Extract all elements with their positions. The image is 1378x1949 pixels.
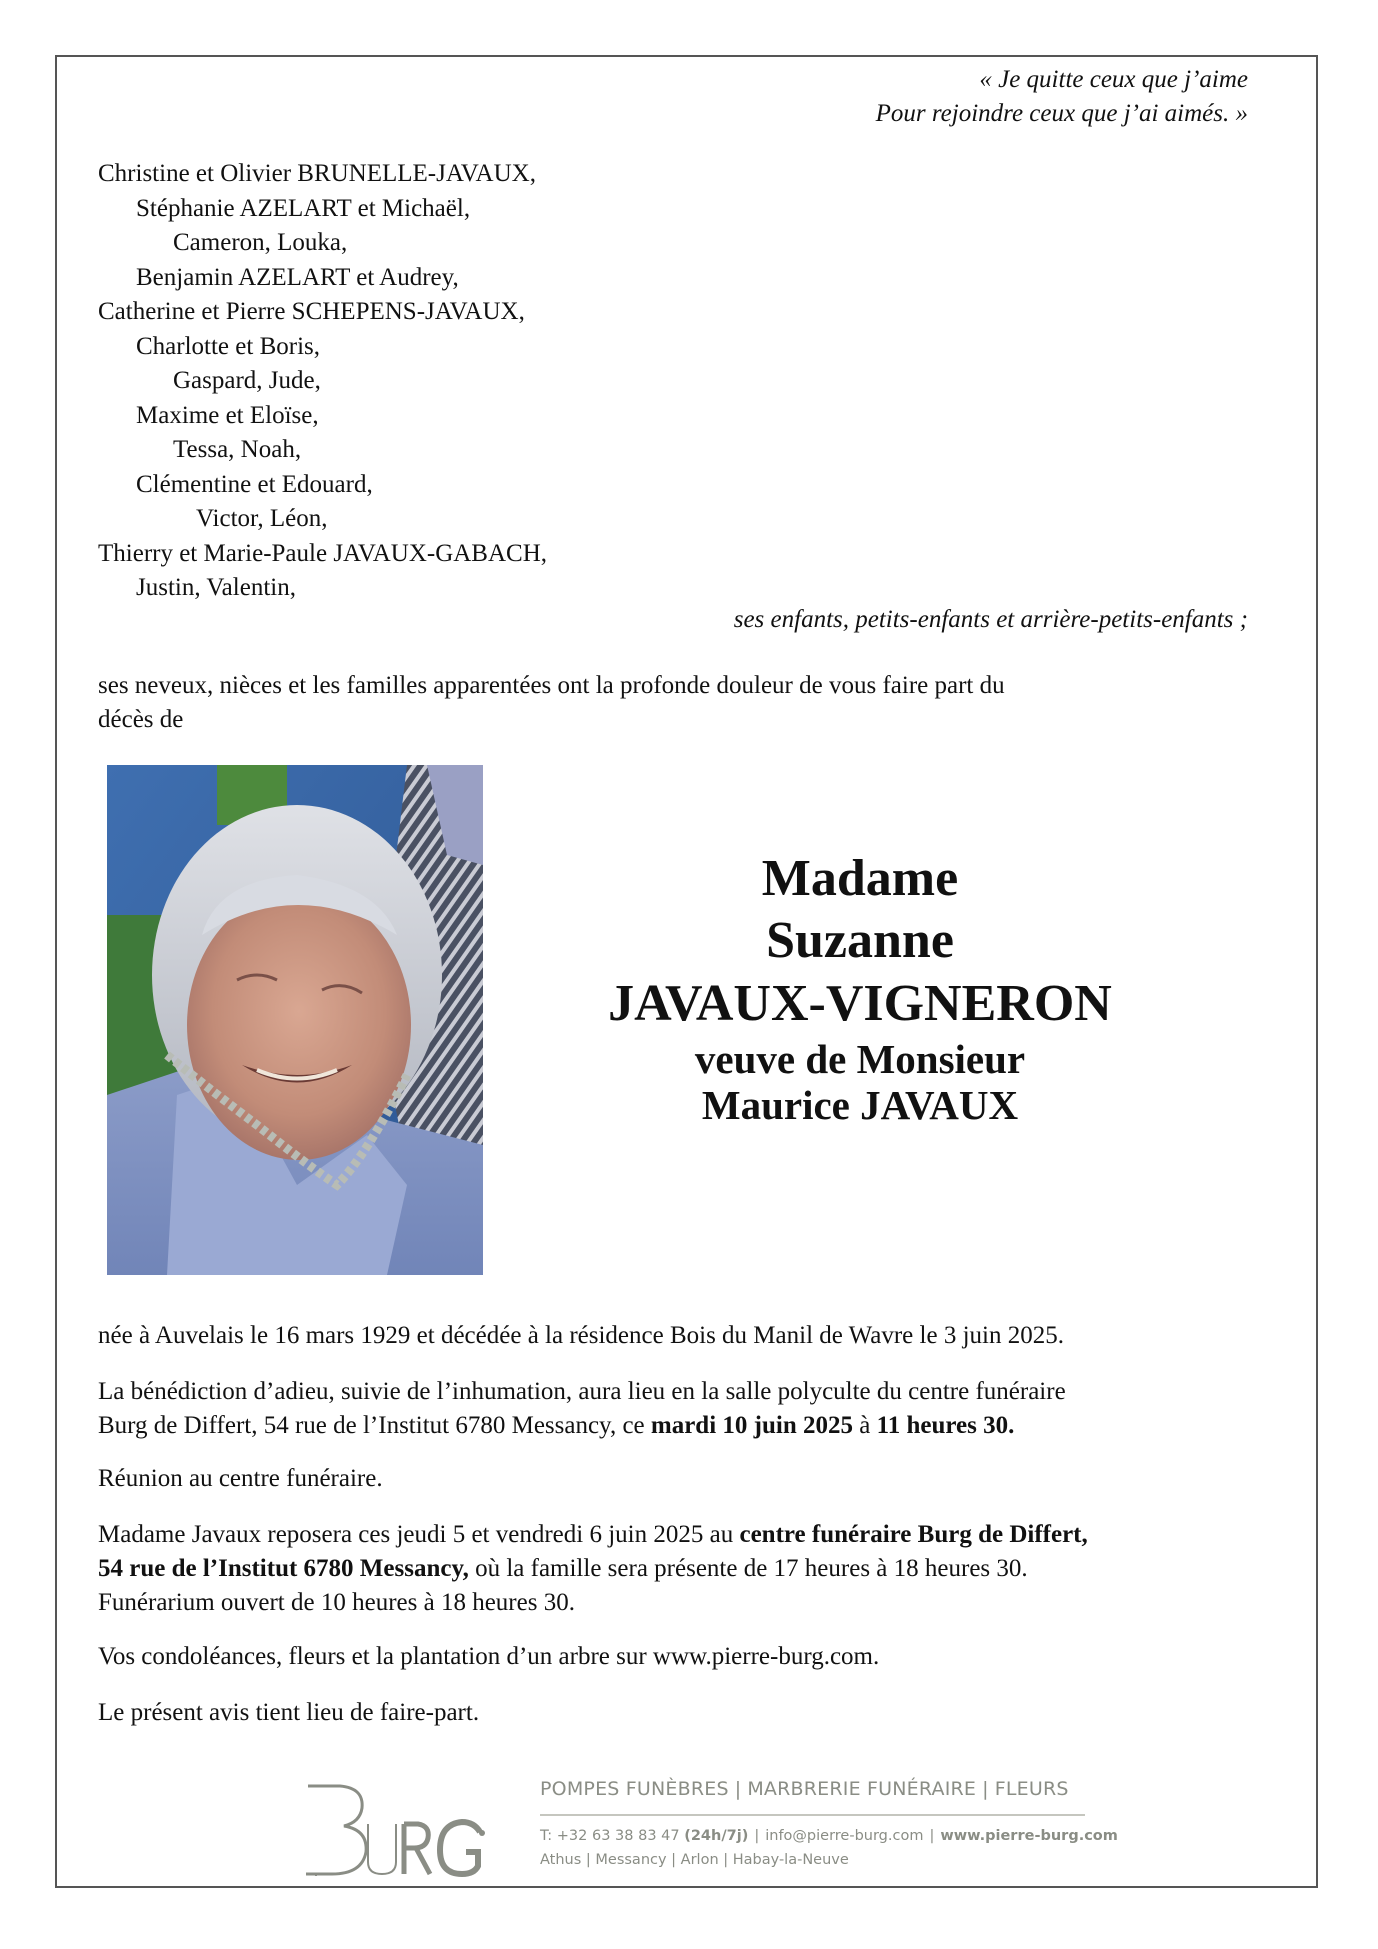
notice-text: Le présent avis tient lieu de faire-part. bbox=[98, 1699, 480, 1726]
visitation-line-3: Funérarium ouvert de 10 heures à 18 heures 30. bbox=[98, 1589, 575, 1616]
quote-line-1: « Je quitte ceux que j’aime bbox=[979, 66, 1248, 93]
email-link[interactable]: info@pierre-burg.com bbox=[765, 1828, 924, 1844]
contact-line bbox=[540, 1828, 1118, 1844]
family-member: Justin, Valentin, bbox=[136, 574, 296, 601]
family-member: Maxime et Eloïse, bbox=[136, 401, 319, 429]
ceremony-line-1: La bénédiction d’adieu, suivie de l’inhumation, aura lieu en la salle polyculte du centre funéraire bbox=[98, 1378, 1066, 1405]
deceased-first-name: Suzanne bbox=[766, 912, 954, 969]
family-member: Clémentine et Edouard, bbox=[136, 470, 373, 498]
family-member: Charlotte et Boris, bbox=[136, 332, 320, 360]
family-member: Thierry et Marie-Paule JAVAUX-GABACH, bbox=[98, 539, 548, 567]
burg-logo bbox=[302, 1778, 492, 1878]
ceremony-line-2 bbox=[98, 1409, 1298, 1443]
epigraph-quote bbox=[876, 63, 1248, 131]
condolences-text: Vos condoléances, fleurs et la plantation d’un arbre sur www.pierre-burg.com. bbox=[98, 1643, 880, 1670]
family-member: Victor, Léon, bbox=[196, 505, 328, 532]
widow-of-label: veuve de Monsieur bbox=[694, 1036, 1026, 1082]
family-member: Tessa, Noah, bbox=[173, 436, 302, 463]
visitation-venue: centre funéraire Burg de Differt, bbox=[739, 1521, 1088, 1548]
phone-number: T: +32 63 38 83 47 bbox=[540, 1828, 680, 1844]
visitation-paragraph bbox=[98, 1518, 1298, 1620]
funeral-home-info bbox=[540, 1778, 1118, 1868]
family-list bbox=[98, 157, 547, 606]
phone-hours: (24h/7j) bbox=[684, 1828, 749, 1844]
divider bbox=[540, 1814, 1085, 1816]
family-member: Christine et Olivier BRUNELLE-JAVAUX, bbox=[98, 160, 536, 187]
service-item: MARBRERIE FUNÉRAIRE bbox=[747, 1778, 977, 1800]
ceremony-location: Burg de Differt, 54 rue de l’Institut 6780 Messancy, ce bbox=[98, 1412, 651, 1439]
ceremony-time: 11 heures 30. bbox=[876, 1412, 1015, 1439]
branch-cities: Athus | Messancy | Arlon | Habay-la-Neuve bbox=[540, 1852, 849, 1868]
portrait-photo bbox=[107, 765, 483, 1275]
services-list bbox=[540, 1778, 1118, 1800]
family-member: Cameron, Louka, bbox=[173, 229, 348, 256]
website-link[interactable]: www.pierre-burg.com bbox=[940, 1828, 1118, 1844]
ceremony-at: à bbox=[853, 1412, 877, 1439]
family-member: Stéphanie AZELART et Michaël, bbox=[136, 194, 471, 222]
reunion-text: Réunion au centre funéraire. bbox=[98, 1465, 383, 1492]
family-relation: ses enfants, petits-enfants et arrière-petits-enfants ; bbox=[733, 606, 1248, 633]
service-item: POMPES FUNÈBRES bbox=[540, 1778, 729, 1800]
visitation-address: 54 rue de l’Institut 6780 Messancy, bbox=[98, 1555, 469, 1582]
visitation-hours: où la famille sera présente de 17 heures à 18 heures 30. bbox=[468, 1555, 1028, 1582]
visitation-line-1 bbox=[98, 1518, 1298, 1552]
service-item: FLEURS bbox=[994, 1778, 1069, 1800]
deceased-last-name: JAVAUX-VIGNERON bbox=[608, 975, 1112, 1032]
birth-death-text: née à Auvelais le 16 mars 1929 et décédée à la résidence Bois du Manil de Wavre le 3 juin 2025. bbox=[98, 1322, 1064, 1349]
deceased-name-block bbox=[540, 848, 1180, 1128]
family-member: Catherine et Pierre SCHEPENS-JAVAUX, bbox=[98, 298, 525, 325]
family-member: Benjamin AZELART et Audrey, bbox=[136, 263, 459, 291]
announcement-intro bbox=[98, 669, 1248, 737]
separator: | bbox=[982, 1778, 989, 1800]
intro-line-2: décès de bbox=[98, 706, 184, 733]
ceremony-date: mardi 10 juin 2025 bbox=[650, 1412, 853, 1439]
visitation-dates: Madame Javaux reposera ces jeudi 5 et vendredi 6 juin 2025 au bbox=[98, 1521, 740, 1548]
separator: | bbox=[929, 1828, 935, 1844]
deceased-title: Madame bbox=[761, 850, 959, 907]
spouse-name: Maurice JAVAUX bbox=[701, 1082, 1019, 1128]
separator: | bbox=[754, 1828, 760, 1844]
quote-line-2: Pour rejoindre ceux que j’ai aimés. » bbox=[875, 100, 1248, 127]
intro-line-1: ses neveux, nièces et les familles apparentées ont la profonde douleur de vous faire part du bbox=[98, 672, 1005, 699]
visitation-line-2 bbox=[98, 1552, 1298, 1586]
separator: | bbox=[734, 1778, 742, 1800]
ceremony-paragraph bbox=[98, 1375, 1298, 1443]
family-member: Gaspard, Jude, bbox=[173, 367, 321, 394]
